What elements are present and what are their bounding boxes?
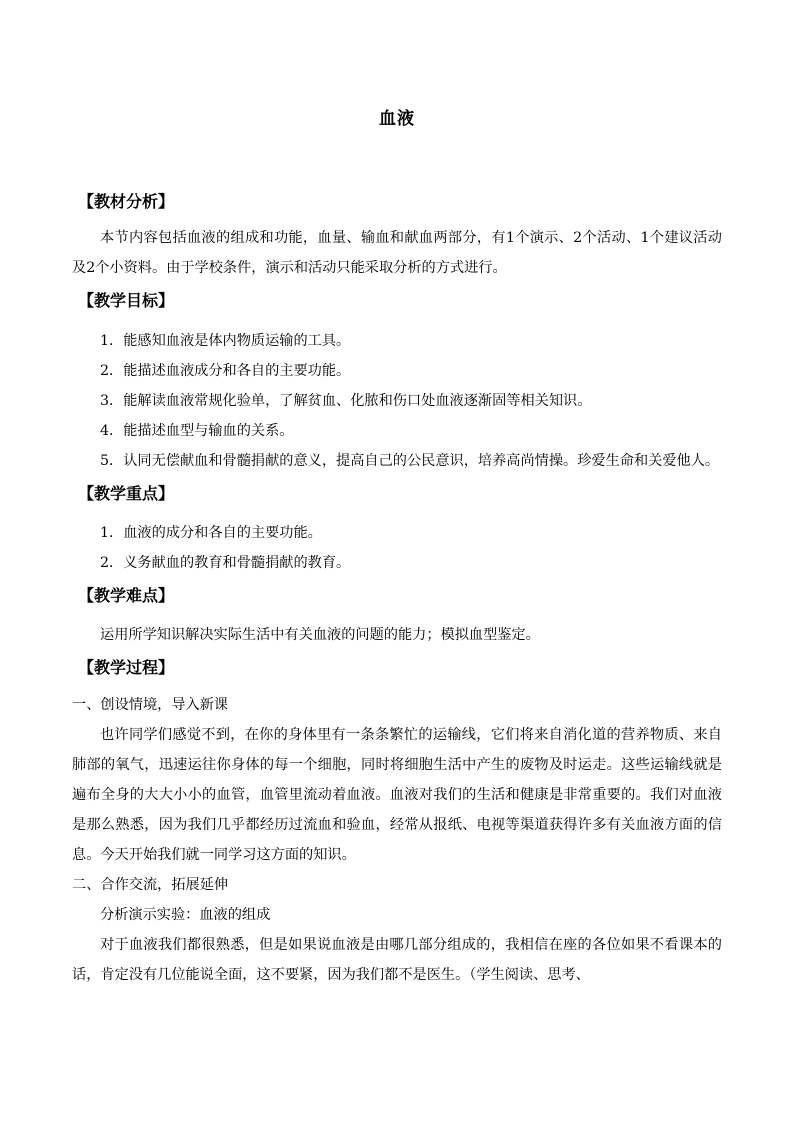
section-heading-difficulties: 【教学难点】 — [78, 586, 175, 605]
process-part2-paragraph: 对于血液我们都很熟悉，但是如果说血液是由哪几部分组成的，我相信在座的各位如果不看课本的话，肯定没有几位能说全面，这不要紧，因为我们都不是医生。（学生阅读、思考、 — [72, 937, 722, 983]
goal-item: 2．能描述血液成分和各自的主要功能。 — [100, 363, 351, 379]
goal-item: 1．能感知血液是体内物质运输的工具。 — [100, 333, 351, 349]
key-point-item: 1．血液的成分和各自的主要功能。 — [100, 525, 322, 541]
document-body — [72, 186, 722, 990]
key-point-item: 2．义务献血的教育和骨髓捐献的教育。 — [100, 555, 351, 571]
process-part2-subtitle: 分析演示实验：血液的组成 — [100, 907, 271, 923]
difficulties-paragraph: 运用所学知识解决实际生活中有关血液的问题的能力；模拟血型鉴定。 — [100, 627, 540, 643]
process-part1-title: 一、创设情境，导入新课 — [72, 697, 229, 713]
section-heading-goals: 【教学目标】 — [78, 291, 175, 310]
goal-item: 3．能解读血液常规化验单，了解贫血、化脓和伤口处血液逐渐固等相关知识。 — [100, 393, 592, 409]
section-heading-analysis: 【教材分析】 — [78, 192, 175, 211]
document-page — [72, 0, 722, 1123]
process-part1-paragraph: 也许同学们感觉不到，在你的身体里有一条条繁忙的运输线，它们将来自消化道的营养物质、来自肺部的氧气，迅速运往你身体的每一个细胞，同时将细胞生活中产生的废物及时运走。这些运输线就是遍布全身的大大小小的血管，血管里流动着血液。血液对我们的生活和健康是非常重要的。我们对血液是那么熟悉，因为我们几乎都经历过流血和验血，经常从报纸、电视等渠道获得许多有关血液方面的信息。今天开始我们就一同学习这方面的知识。 — [72, 727, 722, 863]
section-heading-key-points: 【教学重点】 — [78, 484, 175, 503]
section-heading-process: 【教学过程】 — [78, 658, 175, 677]
page-title: 血液 — [379, 109, 415, 129]
goal-item: 4．能描述血型与输血的关系。 — [100, 423, 294, 439]
analysis-paragraph: 本节内容包括血液的组成和功能，血量、输血和献血两部分，有1个演示、2个活动、1个建议活动及2个小资料。由于学校条件，演示和活动只能采取分析的方式进行。 — [72, 230, 722, 276]
process-part2-title: 二、合作交流，拓展延伸 — [72, 877, 229, 893]
goal-item: 5．认同无偿献血和骨髓捐献的意义，提高自己的公民意识，培养高尚情操。珍爱生命和关爱他人。 — [100, 453, 720, 469]
